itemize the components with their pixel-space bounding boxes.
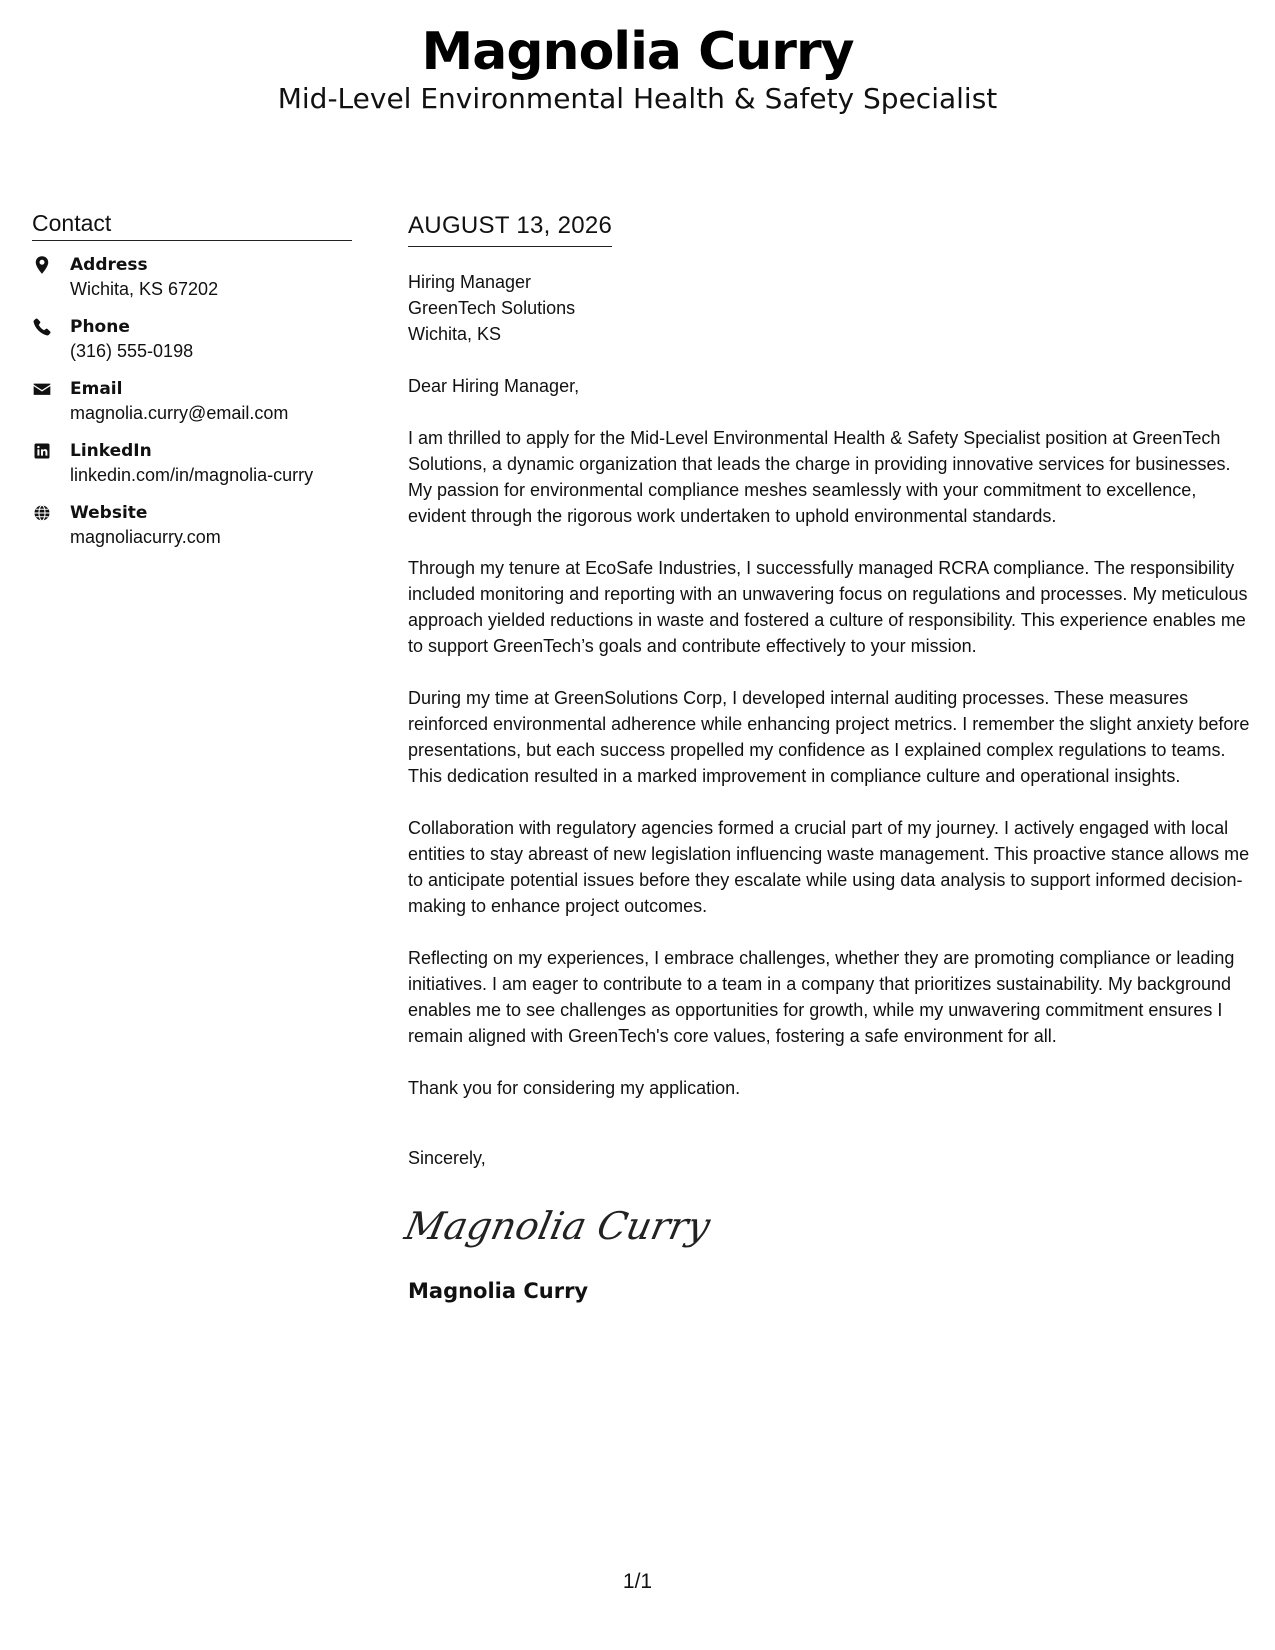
recipient-line: Wichita, KS	[408, 324, 502, 344]
signer-name: Magnolia Curry	[408, 1279, 589, 1303]
phone-value: (316) 555-0198	[70, 341, 194, 361]
handwritten-signature	[400, 1197, 1254, 1257]
contact-item-email	[32, 377, 352, 425]
signature-script: Magnolia Curry	[400, 1204, 714, 1249]
letter-date: AUGUST 13, 2026	[408, 210, 612, 247]
letter-body	[400, 210, 1254, 1305]
page-number: 1/1	[622, 1570, 653, 1593]
address-value: Wichita, KS 67202	[70, 279, 219, 299]
letter-paragraph: During my time at GreenSolutions Corp, I developed internal auditing processes. These measures reinforced environmental adherence while enhancing project metrics. I remember the slight anxiety before presentations, but each success propelled my confidence as I explained complex regulations to teams. This dedication resulted in a marked improvement in compliance culture and operational insights.	[408, 688, 1250, 786]
letter-paragraph: Thank you for considering my application.	[408, 1078, 741, 1098]
applicant-title: Mid-Level Environmental Health & Safety Specialist	[277, 82, 998, 115]
phone-label: Phone	[70, 317, 130, 337]
envelope-icon	[32, 379, 54, 401]
contact-item-phone	[32, 315, 352, 363]
address-label: Address	[70, 255, 148, 275]
salutation: Dear Hiring Manager,	[408, 376, 580, 396]
phone-icon	[32, 317, 54, 339]
letter-header	[0, 22, 1275, 116]
contact-item-linkedin	[32, 439, 352, 487]
letter-paragraph: I am thrilled to apply for the Mid-Level Environmental Health & Safety Specialist position at GreenTech Solutions, a dynamic organization that leads the charge in providing innovative services for businesses. My passion for environmental compliance meshes seamlessly with your commitment to excellence, evident through the rigorous work undertaken to uphold environmental standards.	[408, 428, 1231, 526]
applicant-name: Magnolia Curry	[421, 22, 854, 82]
map-pin-icon	[32, 255, 54, 277]
contact-item-address	[32, 253, 352, 301]
contact-sidebar	[32, 208, 352, 563]
recipient-line: Hiring Manager	[408, 272, 532, 292]
website-label: Website	[70, 503, 148, 523]
email-label: Email	[70, 379, 123, 399]
contact-item-website	[32, 501, 352, 549]
email-value: magnolia.curry@email.com	[70, 403, 289, 423]
letter-paragraph: Reflecting on my experiences, I embrace challenges, whether they are promoting compliance or leading initiatives. I am eager to contribute to a team in a company that prioritizes sustainability. My background enables me to see challenges as opportunities for growth, while my unwavering commitment ensures I remain aligned with GreenTech's core values, fostering a safe environment for all.	[408, 948, 1235, 1046]
contact-heading: Contact	[32, 208, 352, 241]
recipient-line: GreenTech Solutions	[408, 298, 576, 318]
letter-paragraph: Collaboration with regulatory agencies formed a crucial part of my journey. I actively engaged with local entities to stay abreast of new legislation influencing waste management. This proactive stance allows me to anticipate potential issues before they escalate while using data analysis to support informed decision-making to enhance project outcomes.	[408, 818, 1250, 916]
closing: Sincerely,	[408, 1148, 486, 1168]
linkedin-value: linkedin.com/in/magnolia-curry	[70, 465, 314, 485]
website-value: magnoliacurry.com	[70, 527, 221, 547]
recipient-block	[408, 269, 1254, 347]
globe-icon	[32, 503, 54, 525]
linkedin-icon	[32, 441, 54, 463]
linkedin-label: LinkedIn	[70, 441, 152, 461]
letter-paragraph: Through my tenure at EcoSafe Industries, I successfully managed RCRA compliance. The responsibility included monitoring and reporting with an unwavering focus on regulations and processes. My meticulous approach yielded reductions in waste and fostered a culture of responsibility. This experience enables me to support GreenTech’s goals and contribute effectively to your mission.	[408, 558, 1248, 656]
